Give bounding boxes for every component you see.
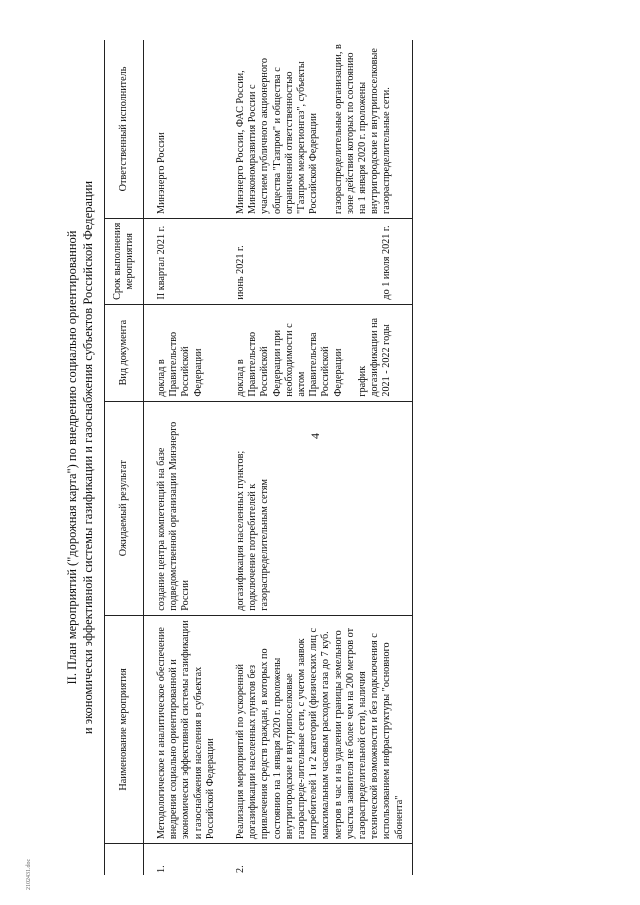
document-title xyxy=(64,40,96,875)
row-result: создание центра компетенций на базе подведомственной организации Минэнерго России xyxy=(144,401,224,615)
header-term: Срок выполнения мероприятия xyxy=(105,218,144,304)
footer-file-code: 2102431.doc xyxy=(26,858,32,890)
header-number xyxy=(105,844,144,875)
row-responsible: Минэнерго России, ФАС России, Минэкономразвития России с участием публичного акционерного общества "Газпром" и общества с ограниченной ответственностью "Газпром межрегионгаз", субъекты Российской Федерации газораспределительные организации, в зоне действия которых по состоянию на 1 января 2020 г. проложены внутригородские и внутрипоселковые газораспределительные сети. xyxy=(223,40,412,218)
row-document: доклад в Правительство Российской Федерации xyxy=(144,304,224,401)
row-responsible: Минэнерго России xyxy=(144,40,224,218)
row-name: Методологическое и аналитическое обеспечение внедрения социально ориентированной и экономически эффективной системы газификации и газоснабжения населения в субъектах Российской Федерации xyxy=(144,615,224,843)
header-name: Наименование мероприятия xyxy=(105,615,144,843)
row-name: Реализация мероприятий по ускоренной догазификации населенных пунктов без привлечения средств граждан, в которых по состоянию на 1 января 2020 г. проложены внутригородские и внутрипоселковые газораспреде-лительные сети, с учетом заявок потребителей 1 и 2 категорий (физических лиц с максимальным часовым расходом газа до 7 куб. метров в час и на удалении границы земельного участка заявителя не более чем на 200 метров от газораспределительной сети), наличия технической возможности и без подключения с использованием инфраструктуры "основного абонента" xyxy=(223,615,412,843)
title-line-2: и экономически эффективной системы газификации и газоснабжения субъектов Российской Федерации xyxy=(81,180,95,735)
table-row xyxy=(144,40,224,875)
page-number: 4 xyxy=(308,433,322,439)
row-term: II квартал 2021 г. xyxy=(144,218,224,304)
header-responsible: Ответственный исполнитель xyxy=(105,40,144,218)
table-header-row xyxy=(105,40,144,875)
row-result: догазификация населенных пунктов; подключение потребителей к газораспределительным сетям xyxy=(223,401,412,615)
table-row xyxy=(223,40,412,875)
roadmap-table xyxy=(104,40,413,875)
rotated-page-content xyxy=(64,40,564,875)
row-number: 2. xyxy=(223,844,412,875)
row-document: доклад в Правительство Российской Федерации при необходимости с актом Правительства Российской Федерации график догазификации на 2021 - 2022 годы xyxy=(223,304,412,401)
header-result: Ожидаемый результат xyxy=(105,401,144,615)
row-term: июнь 2021 г. до 1 июля 2021 г. xyxy=(223,218,412,304)
row-number: 1. xyxy=(156,865,167,873)
title-line-1: II. План мероприятий ("дорожная карта") по внедрению социально ориентированной xyxy=(65,230,79,685)
header-document: Вид документа xyxy=(105,304,144,401)
